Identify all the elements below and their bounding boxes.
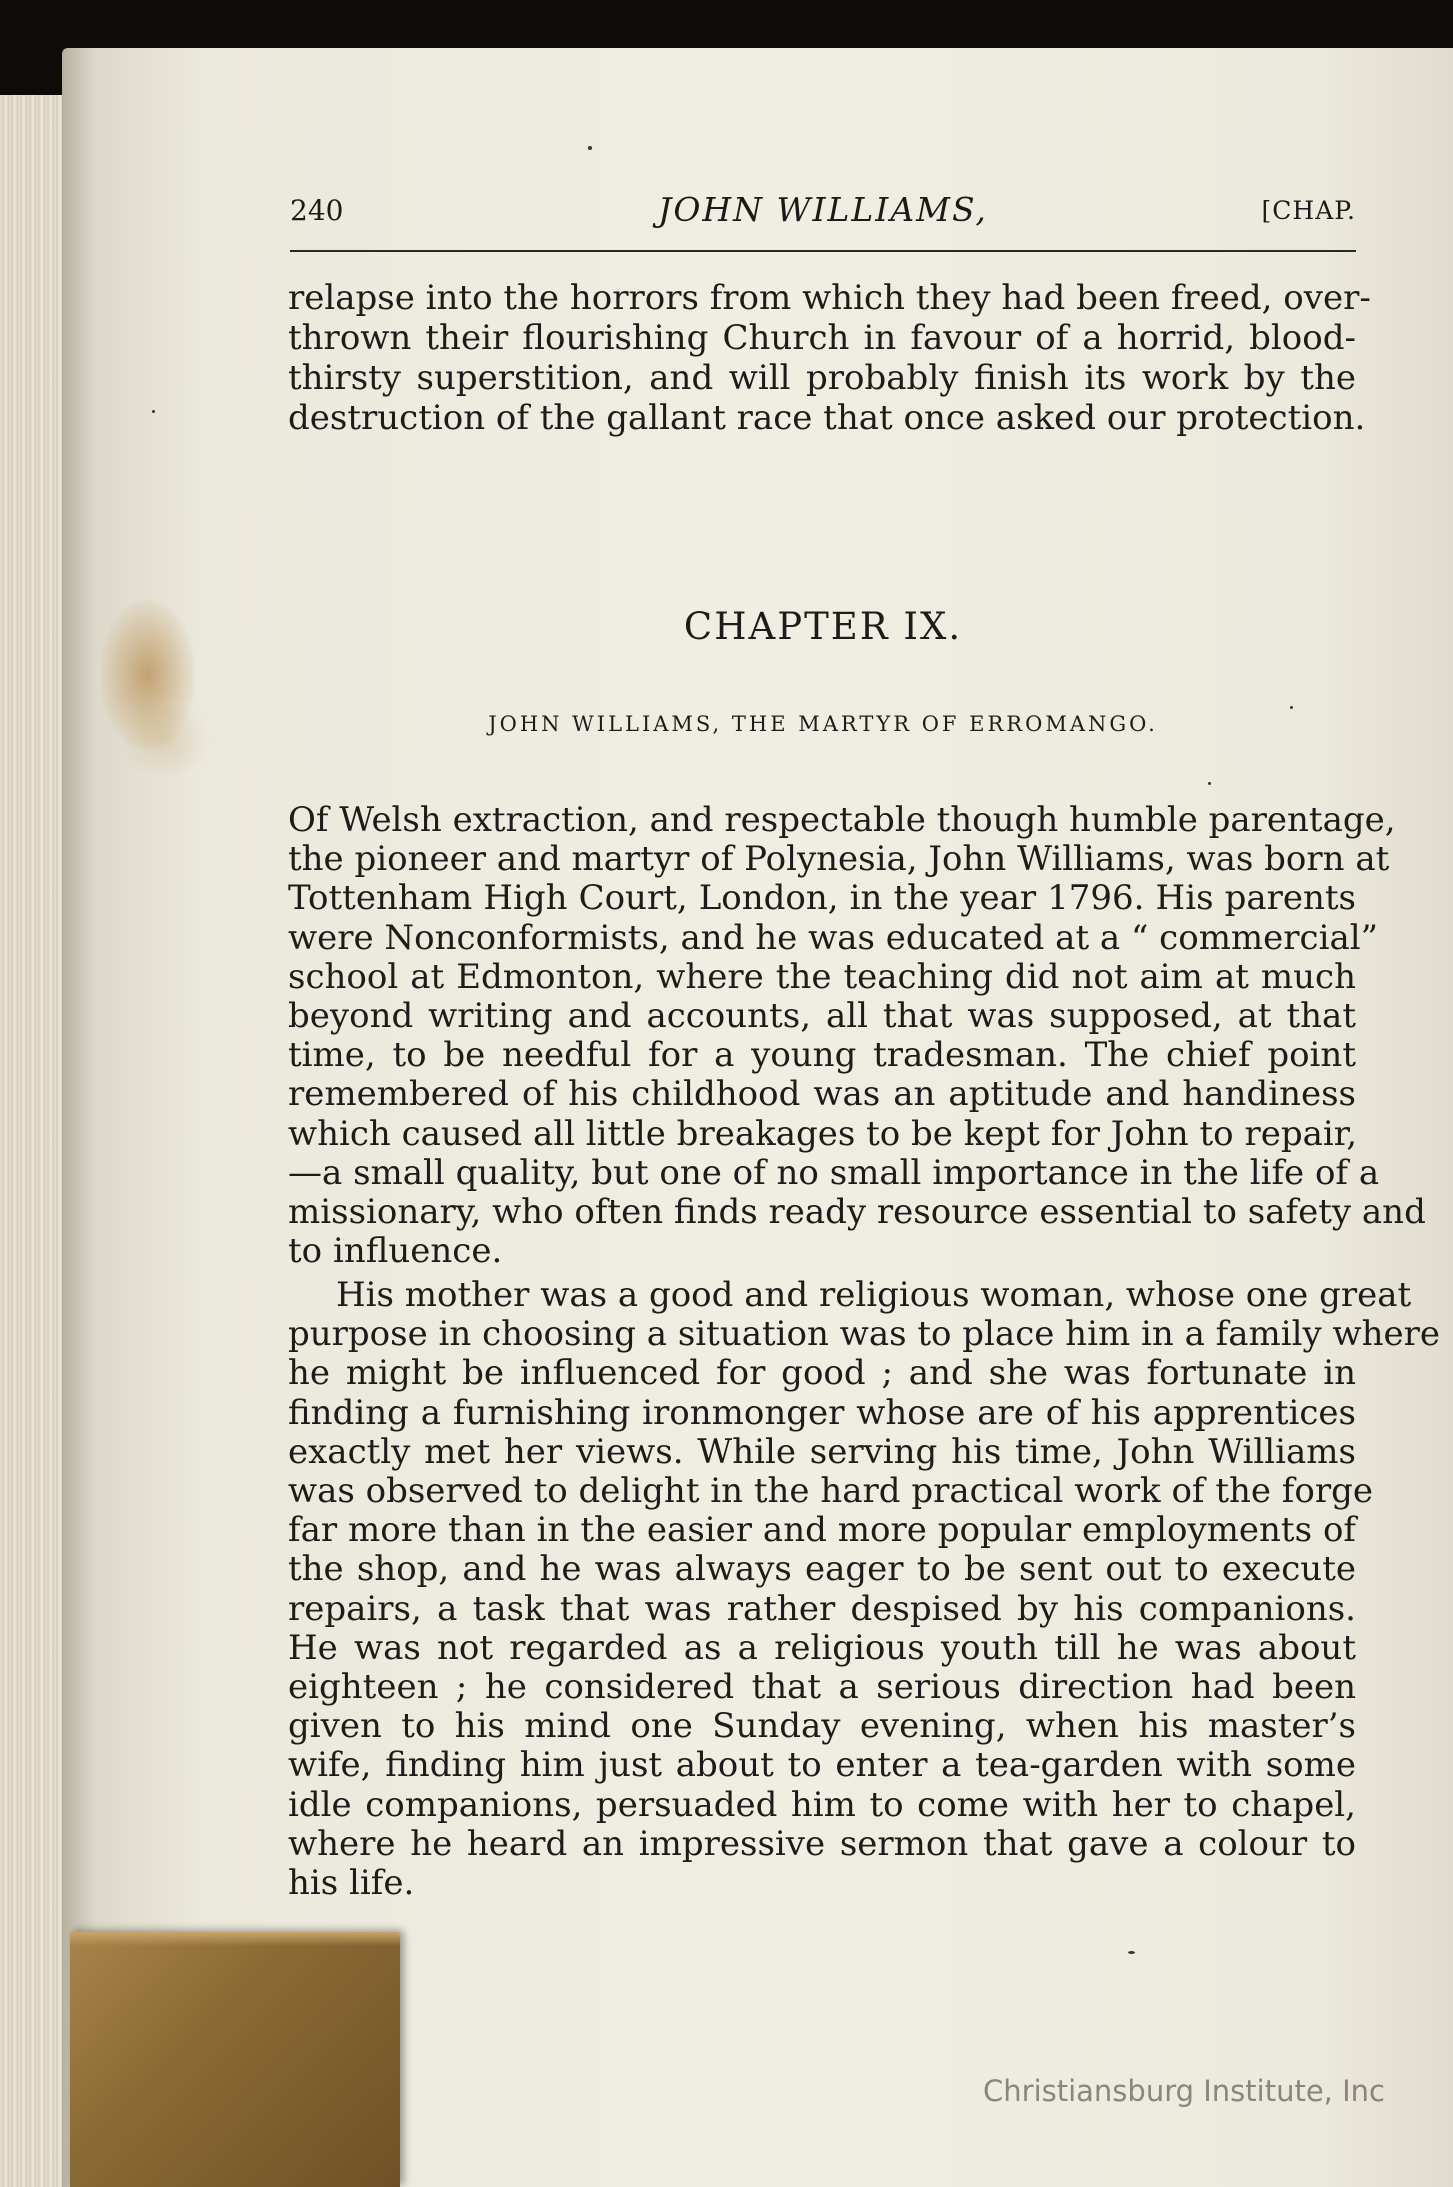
text-line: thrown their flourishing Church in favour of a horrid, blood- xyxy=(288,318,1356,358)
running-header xyxy=(290,190,1356,240)
paper-speck xyxy=(588,146,592,150)
text-line: given to his mind one Sunday evening, when his master’s xyxy=(288,1706,1356,1747)
text-line: remembered of his childhood was an aptitude and handiness xyxy=(288,1074,1356,1115)
page-fold-shadow xyxy=(62,48,96,2187)
text-line: was observed to delight in the hard practical work of the forge xyxy=(288,1471,1373,1512)
text-line: idle companions, persuaded him to come with her to chapel, xyxy=(288,1784,1356,1825)
page-number: 240 xyxy=(290,194,344,227)
text-line: Tottenham High Court, London, in the year 1796. His parents xyxy=(288,878,1356,919)
header-rule xyxy=(290,250,1356,252)
paragraph-1 xyxy=(288,800,1426,1272)
text-line: school at Edmonton, where the teaching did not aim at much xyxy=(288,956,1356,997)
chapter-subtitle: JOHN WILLIAMS, THE MARTYR OF ERROMANGO. xyxy=(488,712,1158,736)
chapter-title: CHAPTER IX. xyxy=(683,605,963,648)
text-line: eighteen ; he considered that a serious direction had been xyxy=(288,1667,1356,1708)
chapter-marker: [CHAP. xyxy=(1261,196,1356,225)
text-line: purpose in choosing a situation was to place him in a family where xyxy=(288,1314,1440,1355)
watermark: Christiansburg Institute, Inc xyxy=(983,2074,1385,2108)
paper-speck xyxy=(152,410,155,413)
text-line: missionary, who often finds ready resource essential to safety and xyxy=(288,1192,1426,1233)
text-line: time, to be needful for a young tradesman. The chief point xyxy=(288,1035,1356,1076)
text-line: exactly met her views. While serving his time, John Williams xyxy=(288,1431,1356,1472)
text-line: His mother was a good and religious woman, whose one great xyxy=(336,1275,1412,1315)
text-line: thirsty superstition, and will probably finish its work by the xyxy=(288,358,1356,398)
text-line: which caused all little breakages to be kept for John to repair, xyxy=(288,1113,1358,1154)
text-line: where he heard an impressive sermon that gave a colour to xyxy=(288,1823,1356,1864)
paper-speck xyxy=(1208,782,1211,785)
running-title: JOHN WILLIAMS, xyxy=(658,190,988,229)
bookmark-ribbon xyxy=(70,1932,400,2187)
text-line: to influence. xyxy=(288,1231,503,1272)
text-line: he might be influenced for good ; and she was fortunate in xyxy=(288,1353,1356,1394)
text-line: relapse into the horrors from which they had been freed, over- xyxy=(288,278,1371,318)
text-line: repairs, a task that was rather despised by his companions. xyxy=(288,1588,1356,1629)
text-line: the pioneer and martyr of Polynesia, John Williams, was born at xyxy=(288,839,1390,880)
foxing-stain-faint xyxy=(120,700,210,780)
text-line: finding a furnishing ironmonger whose are of his apprentices xyxy=(288,1392,1356,1433)
text-line: beyond writing and accounts, all that was supposed, at that xyxy=(288,996,1356,1037)
text-line: the shop, and he was always eager to be sent out to execute xyxy=(288,1549,1356,1590)
text-line: Of Welsh extraction, and respectable though humble parentage, xyxy=(288,800,1396,840)
text-line: his life. xyxy=(288,1863,415,1904)
text-line: wife, finding him just about to enter a tea-garden with some xyxy=(288,1745,1356,1786)
text-line: —a small quality, but one of no small importance in the life of a xyxy=(288,1152,1380,1193)
paper-speck xyxy=(1128,1951,1135,1954)
text-line: He was not regarded as a religious youth till he was about xyxy=(288,1627,1356,1668)
text-line: were Nonconformists, and he was educated at a “ commercial” xyxy=(288,917,1378,958)
continued-paragraph xyxy=(288,278,1371,438)
paper-speck xyxy=(1290,706,1293,709)
paragraph-2 xyxy=(288,1275,1440,1904)
text-line: far more than in the easier and more popular employments of xyxy=(288,1510,1356,1551)
text-line: destruction of the gallant race that once asked our protection. xyxy=(288,398,1366,438)
